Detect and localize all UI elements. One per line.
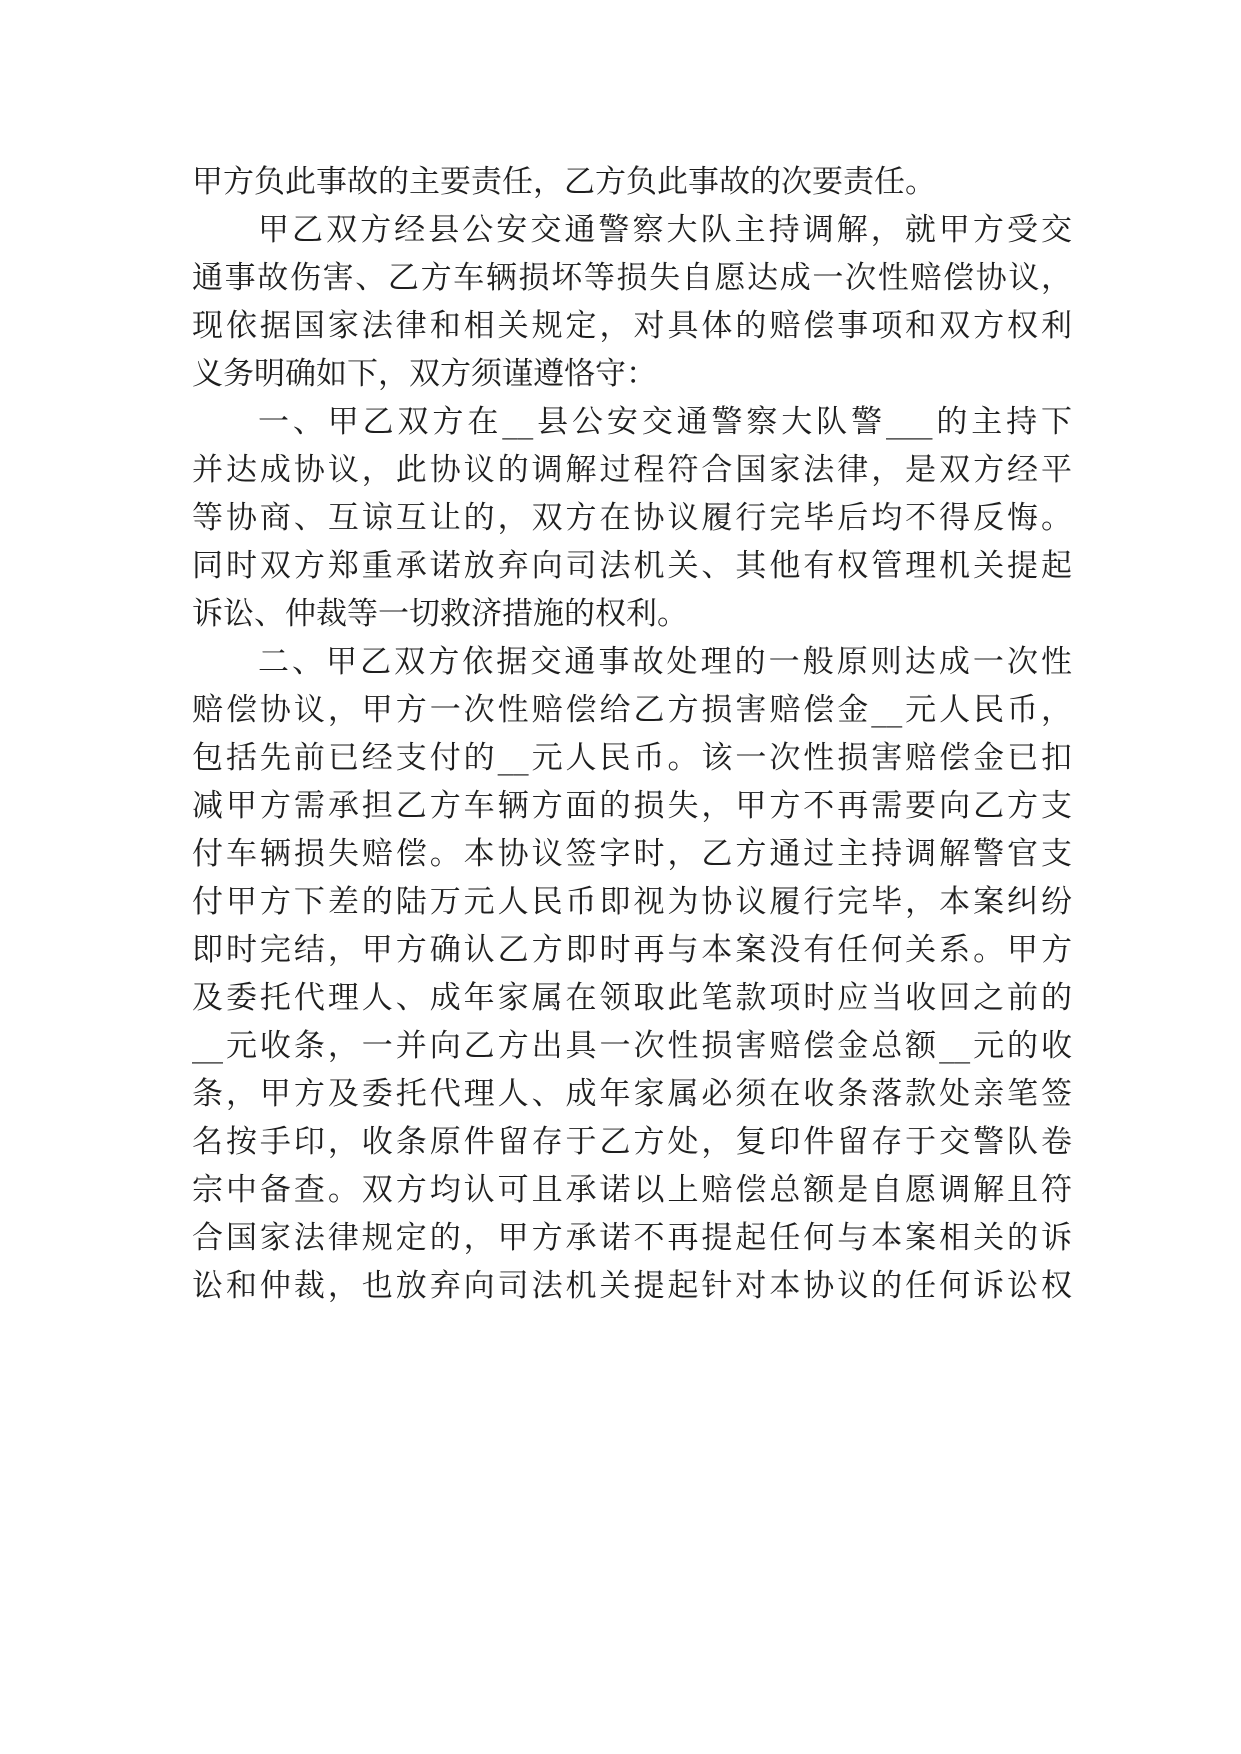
text-line: 同时双方郑重承诺放弃向司法机关、其他有权管理机关提起 [192,548,1072,584]
text-line: __元收条，一并向乙方出具一次性损害赔偿金总额__元的收 [192,1028,1072,1064]
text-line: 讼和仲裁，也放弃向司法机关提起针对本协议的任何诉讼权 [192,1268,1072,1304]
text-line: 及委托代理人、成年家属在领取此笔款项时应当收回之前的 [192,980,1072,1016]
text-line: 合国家法律规定的，甲方承诺不再提起任何与本案相关的诉 [192,1220,1072,1256]
text-line: 付车辆损失赔偿。本协议签字时，乙方通过主持调解警官支 [192,836,1072,872]
text-line: 宗中备查。双方均认可且承诺以上赔偿总额是自愿调解且符 [192,1172,1072,1208]
paragraph-first-line: 一、甲乙双方在__县公安交通警察大队警___的主持下 [258,404,1072,440]
text-line: 减甲方需承担乙方车辆方面的损失，甲方不再需要向乙方支 [192,788,1072,824]
text-line: 通事故伤害、乙方车辆损坏等损失自愿达成一次性赔偿协议， [192,260,1072,296]
paragraph-first-line: 甲乙双方经县公安交通警察大队主持调解，就甲方受交 [258,212,1072,248]
text-line: 名按手印，收条原件留存于乙方处，复印件留存于交警队卷 [192,1124,1072,1160]
text-line: 付甲方下差的陆万元人民币即视为协议履行完毕，本案纠纷 [192,884,1072,920]
text-line: 甲方负此事故的主要责任，乙方负此事故的次要责任。 [192,164,936,200]
text-line: 等协商、互谅互让的，双方在协议履行完毕后均不得反悔。 [192,500,1072,536]
text-line: 义务明确如下，双方须谨遵恪守： [192,356,657,392]
text-line: 现依据国家法律和相关规定，对具体的赔偿事项和双方权利 [192,308,1072,344]
text-line: 赔偿协议，甲方一次性赔偿给乙方损害赔偿金__元人民币， [192,692,1072,728]
paragraph-first-line: 二、甲乙双方依据交通事故处理的一般原则达成一次性 [258,644,1072,680]
text-line: 包括先前已经支付的__元人民币。该一次性损害赔偿金已扣 [192,740,1072,776]
text-line: 并达成协议，此协议的调解过程符合国家法律，是双方经平 [192,452,1072,488]
text-line: 即时完结，甲方确认乙方即时再与本案没有任何关系。甲方 [192,932,1072,968]
text-line: 诉讼、仲裁等一切救济措施的权利。 [192,596,688,632]
text-line: 条，甲方及委托代理人、成年家属必须在收条落款处亲笔签 [192,1076,1072,1112]
